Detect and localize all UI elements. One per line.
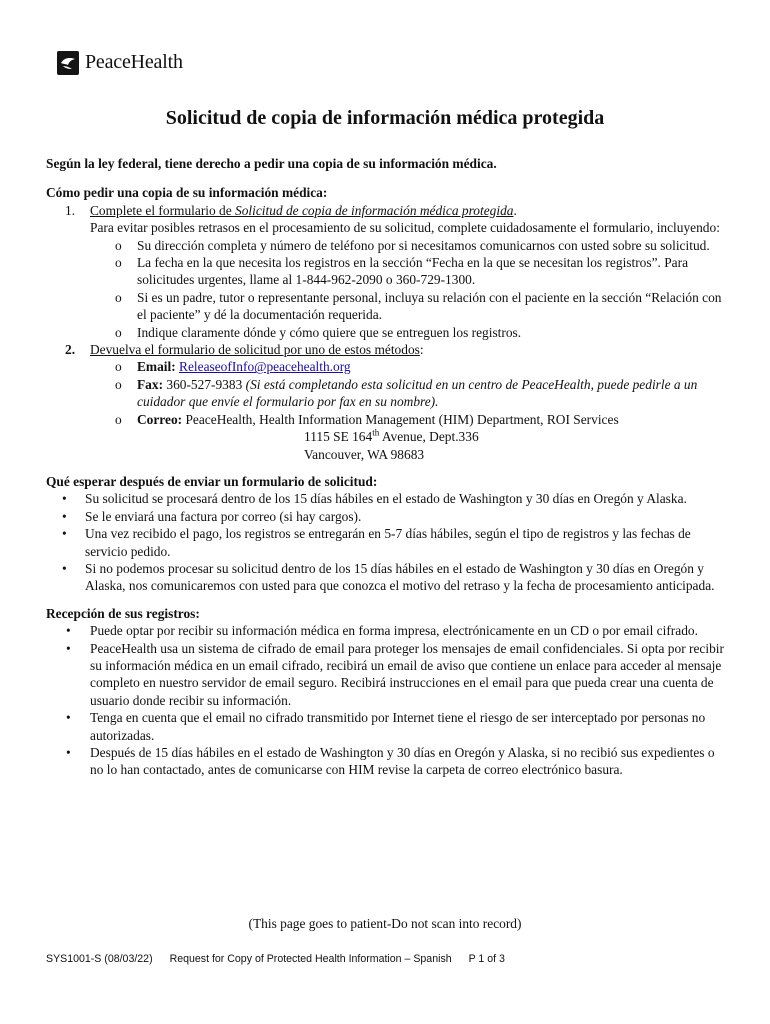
how-steps (46, 202, 726, 463)
list-item: • Puede optar por recibir su información médica en forma impresa, electrónicamente en un CD o por email cifrado. (66, 623, 698, 639)
step-1-items (90, 237, 726, 341)
page-note: (This page goes to patient-Do not scan into record) (248, 916, 522, 931)
receive-list (46, 622, 726, 779)
page-number: P 1 of 3 (468, 953, 505, 965)
document-body (46, 155, 726, 779)
step-1-text: Complete el formulario de Solicitud de copia de información médica protegida (90, 202, 514, 218)
email-link[interactable]: ReleaseofInfo@peacehealth.org (179, 359, 351, 375)
list-item: o La fecha en la que necesita los registros en la sección “Fecha en la que se necesitan los registros”. Para solicitudes urgentes, llame al 1-844-962-2090 o 360-729-1300. (115, 255, 689, 288)
list-item: • Después de 15 días hábiles en el estado de Washington y 30 días en Oregón y Alaska, si no recibió sus expedientes o no lo han contactado, antes de comunicarse con HIM revise la carpeta de correo electrónico basura. (66, 745, 715, 778)
expect-list (46, 490, 726, 594)
step-2-text: Devuelva el formulario de solicitud por uno de estos métodos (90, 342, 420, 358)
intro-text: Según la ley federal, tiene derecho a pedir una copia de su información médica. (46, 156, 497, 171)
footer (46, 951, 519, 968)
method-fax: o Fax: 360-527-9383 (Si está completando esta solicitud en un centro de PeaceHealth, puede pedirle a un cuidador que envíe el formulario por fax en su nombre). (115, 376, 698, 410)
list-item: o Si es un padre, tutor o representante personal, incluya su relación con el paciente en la sección “Relación con el paciente” y dé la documentación requerida. (115, 289, 722, 323)
how-heading: Cómo pedir una copia de su información médica: (46, 185, 328, 201)
list-item: • Se le enviará una factura por correo (si hay cargos). (62, 508, 362, 524)
dove-icon (57, 51, 79, 75)
method-email: o Email: ReleaseofInfo@peacehealth.org (115, 359, 351, 375)
step-2: 2. Devuelva el formulario de solicitud por uno de estos métodos: o Email: ReleaseofInfo@peacehealth.org o Fax: 360-527-9383 (Si está completando esta solicitud en un centro de PeaceHealth, puede pedirle a un cuidador que envíe el formulario por fax en su nombre). o Correo: PeaceHealth, Health Information Management (HIM) Department, ROI Services 1115 SE 164th Avenue, Dept.336 Vancouver, WA 98683 (46, 341, 726, 463)
list-item: • Una vez recibido el pago, los registros se entregarán en 5-7 días hábiles, según el tipo de registros y las fechas de servicio pedido. (62, 526, 691, 559)
expect-heading: Qué esperar después de enviar un formulario de solicitud: (46, 473, 378, 489)
method-mail: o Correo: PeaceHealth, Health Information Management (HIM) Department, ROI Services (115, 411, 619, 427)
brand-name: PeaceHealth (85, 51, 183, 74)
peacehealth-logo (57, 50, 183, 76)
list-item: o Indique claramente dónde y cómo quiere que se entreguen los registros. (115, 324, 522, 340)
list-item: o Su dirección completa y número de teléfono por si necesitamos comunicarnos con usted sobre su solicitud. (115, 237, 710, 253)
form-code: SYS1001-S (08/03/22) (46, 953, 153, 965)
document-title: Solicitud de copia de información médica protegida (165, 107, 605, 129)
list-item: • Su solicitud se procesará dentro de los 15 días hábiles en el estado de Washington y 30 días en Oregón y Alaska. (62, 491, 687, 507)
mail-address-line-2: Vancouver, WA 98683 (304, 446, 425, 462)
mail-address-line-1: 1115 SE 164th Avenue, Dept.336 (304, 427, 479, 445)
step-1: 1. Complete el formulario de Solicitud de copia de información médica protegida. Para evitar posibles retrasos en el procesamiento de su solicitud, complete cuidadosamente el formulario, incluyendo: o Su dirección completa y número de teléfono por si necesitamos comunicarnos con usted sobre su solicitud. o La fecha en la que necesita los registros en la sección “Fecha en la que se necesitan los registros”. Para solicitudes urgentes, llame al 1-844-962-2090 o 360-729-1300. o Si es un padre, tutor o representante personal, incluya su relación con el paciente en la sección “Relación con el paciente” y dé la documentación requerida. o Indique claramente dónde y cómo quiere que se entreguen los registros. (46, 202, 726, 341)
list-item: • Tenga en cuenta que el email no cifrado transmitido por Internet tiene el riesgo de ser interceptado por personas no autorizadas. (66, 710, 706, 743)
return-methods (90, 358, 726, 462)
footer-doc-title: Request for Copy of Protected Health Information – Spanish (169, 953, 452, 965)
step-1-note: Para evitar posibles retrasos en el procesamiento de su solicitud, complete cuidadosamente el formulario, incluyendo: (90, 220, 720, 236)
list-item: • PeaceHealth usa un sistema de cifrado de email para proteger los mensajes de email confidenciales. Si opta por recibir su información médica en un email cifrado, recibirá un email de aviso que contiene un enlace para acceder al mensaje completo en nuestro servidor de email seguro. Recibirá instrucciones en el email para que pueda crear una cuenta de usuario donde recibir su información. (66, 640, 724, 708)
list-item: • Si no podemos procesar su solicitud dentro de los 15 días hábiles en el estado de Washington y 30 días en Oregón y Alaska, nos comunicaremos con usted para que conozca el motivo del retraso y la fecha de procesamiento anticipada. (62, 560, 715, 594)
receive-heading: Recepción de sus registros: (46, 605, 200, 621)
step-number: 1. (65, 202, 76, 218)
step-number: 2. (65, 342, 76, 358)
